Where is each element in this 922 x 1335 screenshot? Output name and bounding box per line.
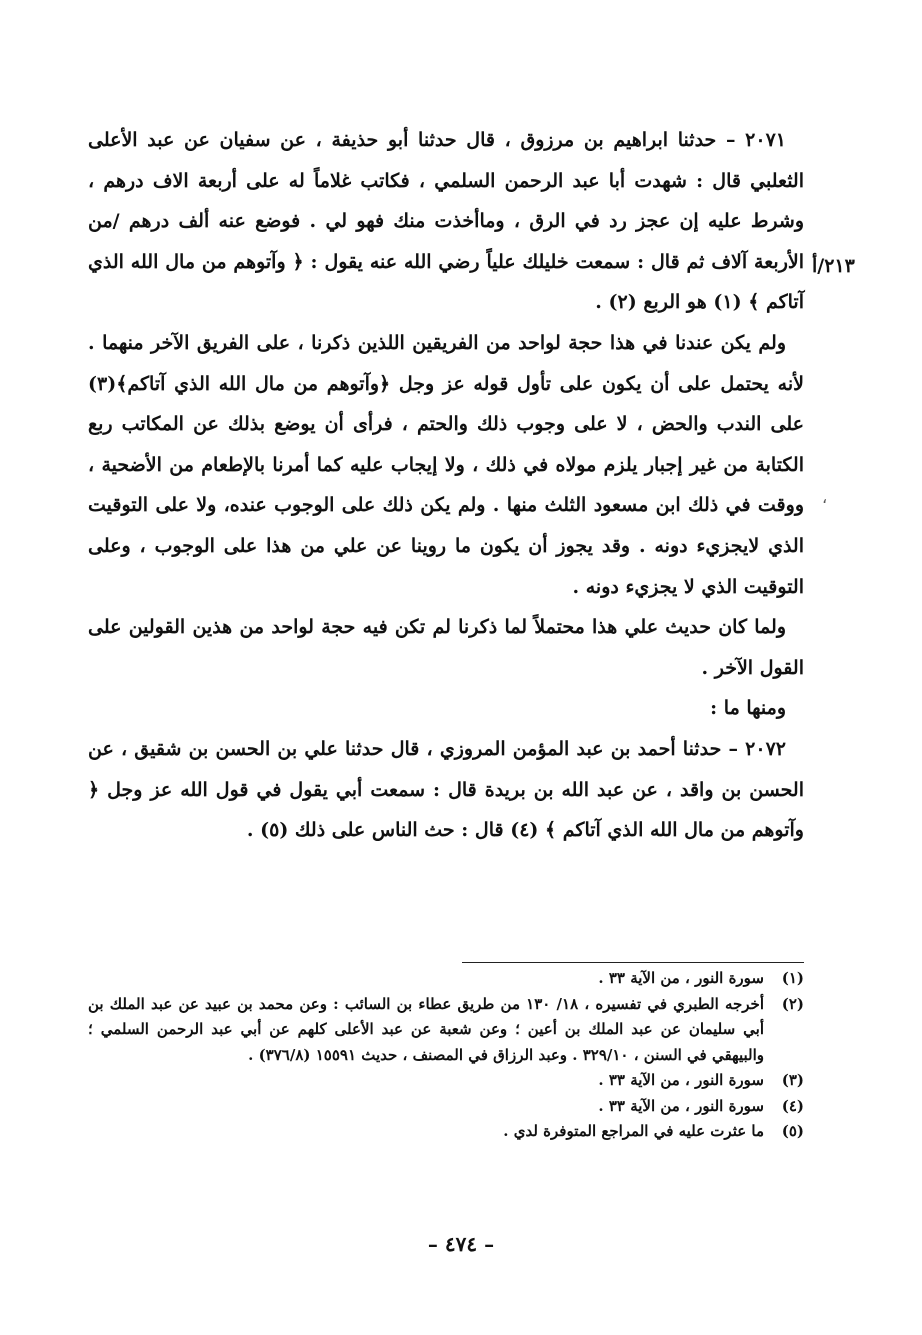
footnote-number: (٥) (781, 1122, 804, 1140)
footnote-number: (٣) (781, 1071, 804, 1089)
footnote-item (88, 1068, 804, 1094)
hadith-2071: ٢٠٧١ – حدثنا ابراهيم بن مرزوق ، قال حدثنا أبو حذيفة ، عن سفيان عن عبد الأعلى الثعلبي قال : شهدت أبا عبد الرحمن السلمي ، فكاتب غلاماً له على أربعة الاف درهم ، وشرط عليه إن عجز رد في الرق ، وماأخذت منك فهو لي . فوضع عنه ألف درهم /من الأربعة آلاف ثم قال : سمعت خليلك علياً رضي الله عنه يقول : ﴿ وآتوهم من مال الله الذي آتاكم ﴾ (١) هو الربع (٢) . (88, 129, 804, 314)
footnote-item (88, 1094, 804, 1120)
main-text (88, 120, 804, 851)
footnote-number: (٢) (781, 994, 804, 1013)
margin-mark: ، (822, 488, 828, 507)
footnote-number: (٤) (781, 1096, 804, 1115)
footnote-item (88, 1119, 804, 1145)
footnote-separator (462, 962, 804, 963)
footnote-item (88, 992, 804, 1069)
transition-line: ومنها ما : (710, 697, 786, 720)
footnote-text: سورة النور ، من الآية ٣٣ . (598, 969, 764, 987)
footnote-text: سورة النور ، من الآية ٣٣ . (598, 1071, 764, 1089)
conclusion-paragraph: ولما كان حديث علي هذا محتملاً لما ذكرنا لم تكن فيه حجة لواحد من هذين القولين على القول الآخر . (88, 616, 804, 679)
margin-folio-note: ٢١٣/أ (812, 255, 855, 277)
hadith-2072: ٢٠٧٢ – حدثنا أحمد بن عبد المؤمن المروزي ، قال حدثنا علي بن الحسن بن شقيق ، عن الحسن بن واقد ، عن عبد الله بن بريدة قال : سمعت أبي يقول في قول الله عز وجل ﴿ وآتوهم من مال الله الذي آتاكم ﴾ (٤) قال : حث الناس على ذلك (٥) . (88, 737, 804, 842)
footnote-text: أخرجه الطبري في تفسيره ، ١٨/ ١٣٠ من طريق عطاء بن السائب : وعن محمد بن عبيد عن عبد الملك بن أبي سليمان عن عبد الملك بن أعين ؛ وعن شعبة عن عبد الأعلى كلهم عن أبي عبد الرحمن السلمي ؛ والبيهقي في السنن ، ٣٢٩/١٠ . وعبد الرزاق في المصنف ، حديث ١٥٥٩١ (٣٧٦/٨) . (88, 994, 764, 1064)
footnote-item (88, 966, 804, 992)
footnotes (88, 966, 804, 1145)
footnote-text: سورة النور ، من الآية ٣٣ . (598, 1096, 764, 1115)
footnote-text: ما عثرت عليه في المراجع المتوفرة لدي . (503, 1122, 764, 1140)
commentary-paragraph: ولم يكن عندنا في هذا حجة لواحد من الفريقين اللذين ذكرنا ، على الفريق الآخر منهما . لأنه يحتمل على أن يكون على تأول قوله عز وجل ﴿وآتوهم من مال الله الذي آتاكم﴾(٣) على الندب والحض ، لا على وجوب ذلك والحتم ، فرأى أن يوضع بذلك عن المكاتب ربع الكتابة من غير إجبار يلزم مولاه في ذلك ، ولا إيجاب عليه كما أمرنا بالإطعام من الأضحية ، ووقت في ذلك ابن مسعود الثلث منها . ولم يكن ذلك على الوجوب عنده، ولا على التوقيت الذي لايجزيء دونه . وقد يجوز أن يكون ما روينا عن علي من هذا على الوجوب ، وعلى التوقيت الذي لا يجزيء دونه . (88, 331, 804, 598)
footnote-number: (١) (781, 969, 804, 987)
page-number: – ٤٧٤ – (427, 1232, 495, 1256)
